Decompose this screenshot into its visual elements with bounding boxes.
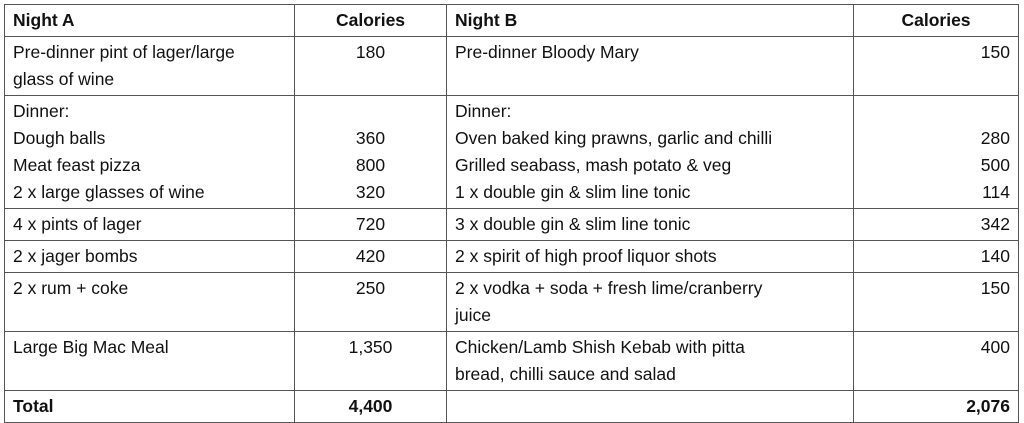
calorie-comparison-table [4, 4, 1019, 423]
table-row [5, 37, 1019, 96]
night-a-calories: 720 [295, 209, 447, 241]
table-row [5, 241, 1019, 273]
night-a-item: 4 x pints of lager [5, 209, 295, 241]
table-row [5, 96, 1019, 209]
header-night-b: Night B [447, 5, 854, 37]
total-row [5, 391, 1019, 423]
night-a-item: Large Big Mac Meal [5, 332, 295, 391]
night-b-calories: 280 500 114 [854, 96, 1019, 209]
night-b-calories: 342 [854, 209, 1019, 241]
table-row [5, 332, 1019, 391]
night-a-calories: 1,350 [295, 332, 447, 391]
table-row [5, 273, 1019, 332]
total-label: Total [5, 391, 295, 423]
night-b-item: 2 x spirit of high proof liquor shots [447, 241, 854, 273]
night-b-item: Chicken/Lamb Shish Kebab with pitta bread, chilli sauce and salad [447, 332, 854, 391]
night-a-calories: 180 [295, 37, 447, 96]
night-a-item: 2 x rum + coke [5, 273, 295, 332]
table-row [5, 209, 1019, 241]
total-calories-b: 2,076 [854, 391, 1019, 423]
night-a-item: Dinner: Dough balls Meat feast pizza 2 x large glasses of wine [5, 96, 295, 209]
night-b-calories: 400 [854, 332, 1019, 391]
night-b-item: 2 x vodka + soda + fresh lime/cranberry juice [447, 273, 854, 332]
header-calories-a: Calories [295, 5, 447, 37]
night-b-item: Dinner: Oven baked king prawns, garlic and chilli Grilled seabass, mash potato & veg 1 x double gin & slim line tonic [447, 96, 854, 209]
night-b-item: 3 x double gin & slim line tonic [447, 209, 854, 241]
night-a-calories: 250 [295, 273, 447, 332]
header-row [5, 5, 1019, 37]
night-a-item: 2 x jager bombs [5, 241, 295, 273]
total-empty-cell [447, 391, 854, 423]
night-b-calories: 150 [854, 37, 1019, 96]
night-b-item: Pre-dinner Bloody Mary [447, 37, 854, 96]
night-b-calories: 140 [854, 241, 1019, 273]
header-night-a: Night A [5, 5, 295, 37]
night-b-calories: 150 [854, 273, 1019, 332]
night-a-calories: 420 [295, 241, 447, 273]
night-a-calories: 360 800 320 [295, 96, 447, 209]
total-calories-a: 4,400 [295, 391, 447, 423]
night-a-item: Pre-dinner pint of lager/large glass of wine [5, 37, 295, 96]
header-calories-b: Calories [854, 5, 1019, 37]
